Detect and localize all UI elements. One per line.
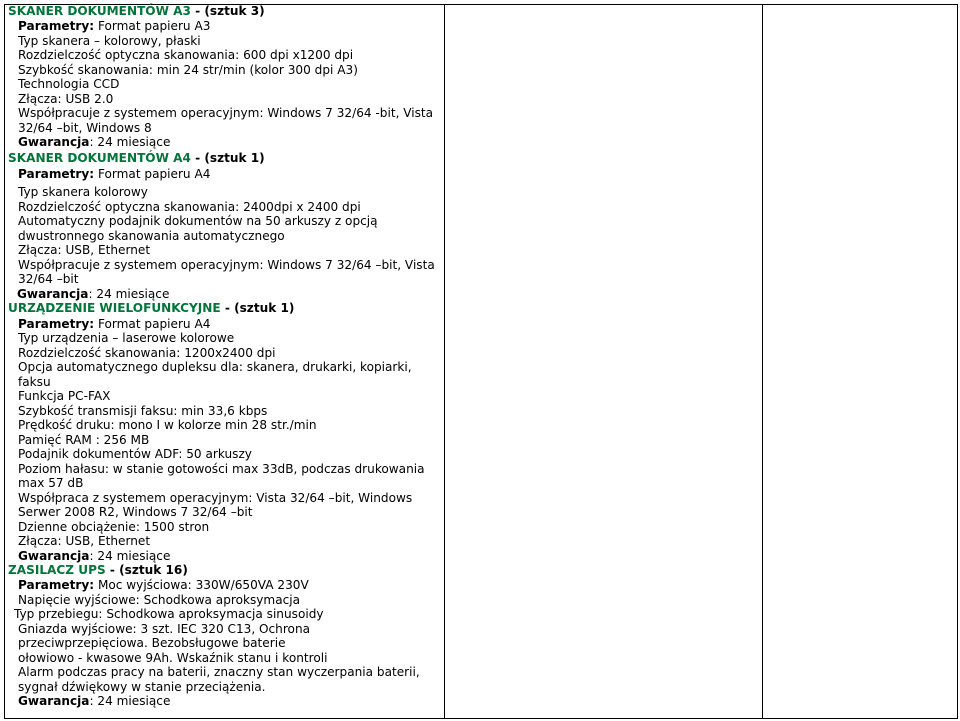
spec-line: Technologia CCD [18,77,120,91]
warranty-line: Gwarancja: 24 miesiące [18,135,171,149]
spec-line: Poziom hałasu: w stanie gotowości max 33dB, podczas drukowania [18,462,425,476]
warranty-line: Gwarancja: 24 miesiące [18,549,171,563]
spec-line: Współpracuje z systemem operacyjnym: Windows 7 32/64 -bit, Vista [18,106,434,120]
warranty-line: Gwarancja: 24 miesiące [18,694,171,708]
table-border-right [957,4,958,719]
spec-line: Funkcja PC-FAX [18,389,111,403]
section-heading: URZĄDZENIE WIELOFUNKCYJNE - (sztuk 1) [8,301,295,315]
spec-line: Parametry: Format papieru A4 [18,317,211,331]
spec-line: Serwer 2008 R2, Windows 7 32/64 –bit [18,505,253,519]
spec-line: Typ urządzenia – laserowe kolorowe [18,331,235,345]
spec-line: Typ skanera kolorowy [18,185,148,199]
spec-line: Parametry: Format papieru A3 [18,19,211,33]
spec-line: Rozdzielczość optyczna skanowania: 2400dpi x 2400 dpi [18,200,361,214]
spec-line: Złącza: USB, Ethernet [18,243,151,257]
spec-line: Złącza: USB, Ethernet [18,534,151,548]
spec-line: Złącza: USB 2.0 [18,92,114,106]
spec-line: Napięcie wyjściowe: Schodkowa aproksymacja [18,593,301,607]
spec-line: Parametry: Moc wyjściowa: 330W/650VA 230V [18,578,309,592]
warranty-line: Gwarancja: 24 miesiące [17,287,170,301]
spec-line: Automatyczny podajnik dokumentów na 50 arkuszy z opcją [18,214,378,228]
spec-line: Podajnik dokumentów ADF: 50 arkuszy [18,447,252,461]
spec-line: Pamięć RAM : 256 MB [18,433,150,447]
spec-line: sygnał dźwiękowy w stanie przeciążenia. [18,680,266,694]
section-heading: ZASILACZ UPS - (sztuk 16) [8,563,188,577]
spec-line: Gniazda wyjściowe: 3 szt. IEC 320 C13, Ochrona [18,622,311,636]
table-border-bottom [4,718,958,719]
spec-line: ołowiowo - kwasowe 9Ah. Wskaźnik stanu i kontroli [18,651,328,665]
section-heading: SKANER DOKUMENTÓW A4 - (sztuk 1) [8,151,265,165]
spec-line: Opcja automatycznego dupleksu dla: skanera, drukarki, kopiarki, [18,360,412,374]
spec-line: dwustronnego skanowania automatycznego [18,229,285,243]
spec-line: Rozdzielczość skanowania: 1200x2400 dpi [18,346,276,360]
spec-line: faksu [18,375,51,389]
spec-line: Alarm podczas pracy na baterii, znaczny stan wyczerpania baterii, [18,665,420,679]
spec-line: przeciwprzepięciowa. Bezobsługowe baterie [18,636,286,650]
spec-line: Szybkość skanowania: min 24 str/min (kolor 300 dpi A3) [18,63,358,77]
spec-line: max 57 dB [18,476,84,490]
spec-line: Typ skanera – kolorowy, płaski [18,34,201,48]
spec-line: Współpracuje z systemem operacyjnym: Windows 7 32/64 –bit, Vista [18,258,435,272]
spec-line: 32/64 –bit [18,272,79,286]
column-divider [444,4,445,719]
table-border-left [4,4,5,719]
spec-line: Rozdzielczość optyczna skanowania: 600 dpi x1200 dpi [18,48,354,62]
spec-line: Prędkość druku: mono I w kolorze min 28 str./min [18,418,317,432]
spec-line: Parametry: Format papieru A4 [18,167,211,181]
column-divider [762,4,763,719]
section-heading: SKANER DOKUMENTÓW A3 - (sztuk 3) [8,4,265,18]
spec-line: 32/64 –bit, Windows 8 [18,121,152,135]
spec-line: Typ przebiegu: Schodkowa aproksymacja sinusoidy [14,607,324,621]
spec-line: Dzienne obciążenie: 1500 stron [18,520,210,534]
spec-line: Szybkość transmisji faksu: min 33,6 kbps [18,404,268,418]
spec-line: Współpraca z systemem operacyjnym: Vista 32/64 –bit, Windows [18,491,413,505]
